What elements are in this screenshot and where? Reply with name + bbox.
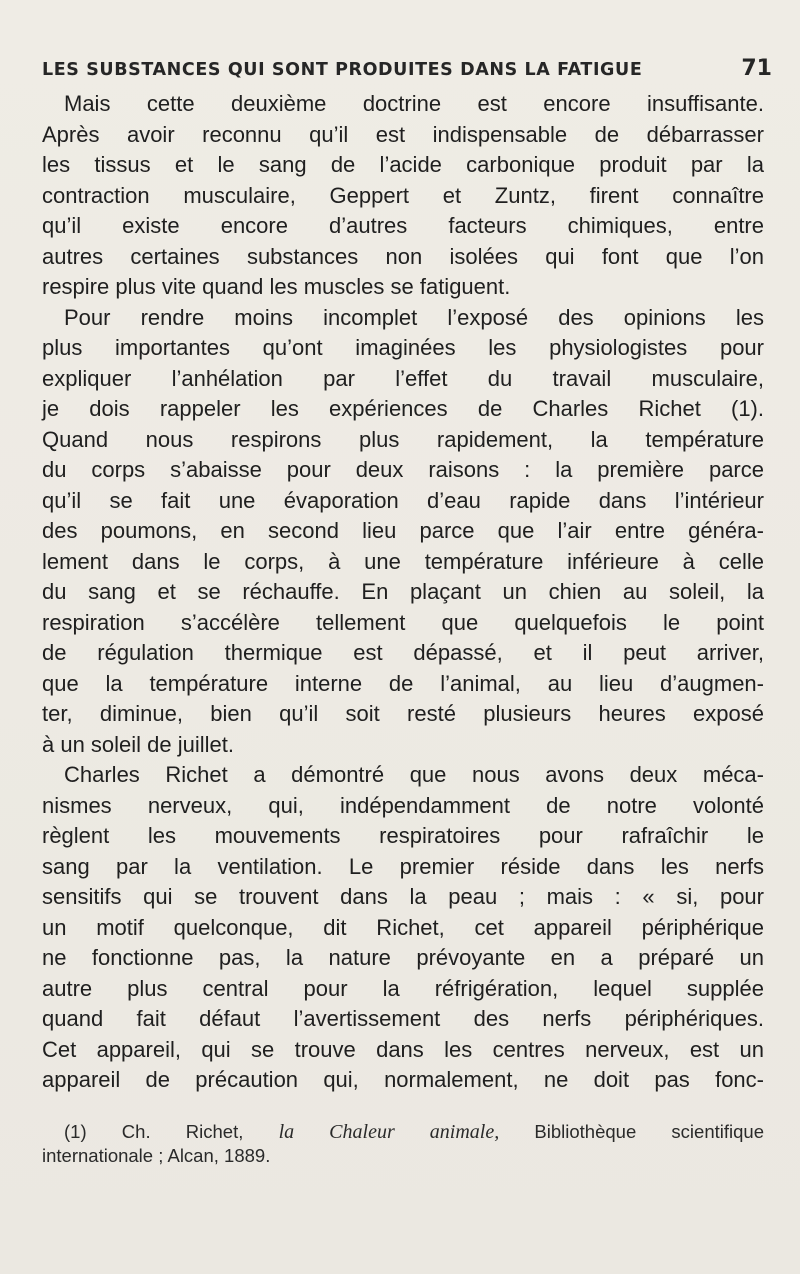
text-line: respire plus vite quand les muscles se fatiguent. — [42, 274, 511, 299]
text-line: les tissus et le sang de l’acide carbonique produit par la — [42, 152, 764, 177]
text-line: Cet appareil, qui se trouve dans les centres nerveux, est un — [42, 1036, 764, 1062]
page-number: 71 — [741, 56, 772, 81]
text-line: ter, diminue, bien qu’il soit resté plusieurs heures exposé — [42, 701, 764, 726]
footnote-suffix: Bibliothèque scientifique — [499, 1121, 764, 1142]
text-line: je dois rappeler les expériences de Charles Richet (1). — [42, 396, 764, 421]
footnote-line — [42, 1120, 764, 1144]
text-line: du sang et se réchauffe. En plaçant un chien au soleil, la — [42, 579, 764, 604]
text-line: du corps s’abaisse pour deux raisons : la première parce — [42, 457, 764, 482]
text-line: Mais cette deuxième doctrine est encore insuffisante. — [64, 91, 764, 116]
text-line: plus importantes qu’ont imaginées les physiologistes pour — [42, 335, 764, 360]
text-line: Quand nous respirons plus rapidement, la température — [42, 426, 764, 452]
text-line: appareil de précaution qui, normalement, ne doit pas fonc- — [42, 1067, 764, 1092]
text-line: autres certaines substances non isolées qui font que l’on — [42, 243, 764, 269]
footnote-title: la Chaleur animale, — [278, 1121, 500, 1143]
text-line: sang par la ventilation. Le premier réside dans les nerfs — [42, 853, 764, 879]
text-line: expliquer l’anhélation par l’effet du travail musculaire, — [42, 365, 764, 391]
text-line: lement dans le corps, à une température inférieure à celle — [42, 548, 764, 574]
running-head — [42, 56, 772, 81]
text-line: autre plus central pour la réfrigération, lequel supplée — [42, 975, 764, 1001]
text-line: Après avoir reconnu qu’il est indispensable de débarrasser — [42, 121, 764, 147]
text-line: quand fait défaut l’avertissement des nerfs périphériques. — [42, 1006, 764, 1031]
text-line: Pour rendre moins incomplet l’exposé des opinions les — [64, 304, 764, 330]
footnote-line: internationale ; Alcan, 1889. — [42, 1145, 271, 1166]
text-line: contraction musculaire, Geppert et Zuntz, firent connaître — [42, 182, 764, 208]
header-title: LES SUBSTANCES QUI SONT PRODUITES DANS LA FATIGUE — [42, 60, 643, 80]
text-line: de régulation thermique est dépassé, et il peut arriver, — [42, 640, 764, 665]
body-text — [42, 89, 764, 1096]
text-line: règlent les mouvements respiratoires pour rafraîchir le — [42, 823, 764, 848]
text-line: à un soleil de juillet. — [42, 731, 235, 757]
text-line: un motif quelconque, dit Richet, cet appareil périphérique — [42, 914, 764, 940]
footnote — [42, 1120, 764, 1168]
text-line: respiration s’accélère tellement que quelquefois le point — [42, 609, 764, 635]
text-line: nismes nerveux, qui, indépendamment de notre volonté — [42, 792, 764, 818]
text-line: Charles Richet a démontré que nous avons deux méca- — [64, 762, 764, 787]
text-line: ne fonctionne pas, la nature prévoyante en a préparé un — [42, 945, 764, 970]
footnote-prefix: (1) Ch. Richet, — [64, 1121, 279, 1142]
text-line: que la température interne de l’animal, au lieu d’augmen- — [42, 670, 764, 696]
text-line: qu’il existe encore d’autres facteurs chimiques, entre — [42, 213, 764, 238]
text-line: qu’il se fait une évaporation d’eau rapide dans l’intérieur — [42, 487, 764, 513]
text-line: des poumons, en second lieu parce que l’air entre généra- — [42, 518, 764, 543]
text-line: sensitifs qui se trouvent dans la peau ; mais : « si, pour — [42, 884, 764, 909]
